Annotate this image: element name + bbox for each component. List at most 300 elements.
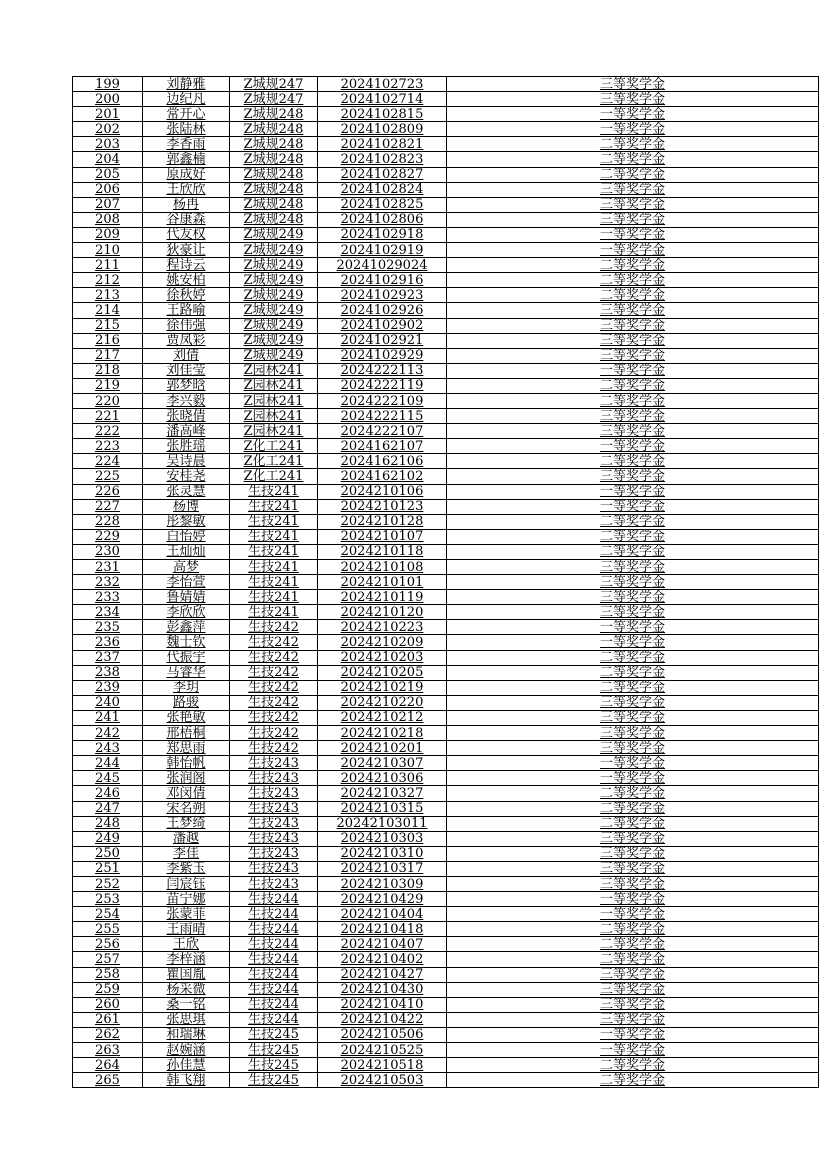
student-name-text: 徐伟强 bbox=[166, 318, 206, 334]
class-cell bbox=[230, 363, 318, 378]
student-name-cell bbox=[143, 695, 230, 710]
student-name-text: 李玥 bbox=[172, 680, 199, 696]
table-row bbox=[73, 650, 819, 665]
student-name-cell bbox=[143, 801, 230, 816]
row-index-cell bbox=[73, 152, 143, 167]
table-row bbox=[73, 635, 819, 650]
class-cell bbox=[230, 982, 318, 997]
student-name-text: 杨采微 bbox=[166, 982, 206, 998]
student-name-text: 马睿华 bbox=[166, 665, 206, 681]
student-id-cell bbox=[318, 137, 447, 152]
student-id-cell bbox=[318, 243, 447, 258]
row-index-cell bbox=[73, 922, 143, 937]
student-name-text: 王路喻 bbox=[166, 302, 206, 318]
table-row bbox=[73, 152, 819, 167]
student-id-cell bbox=[318, 107, 447, 122]
class-cell bbox=[230, 167, 318, 182]
table-row bbox=[73, 227, 819, 242]
table-row bbox=[73, 258, 819, 273]
row-index-cell bbox=[73, 137, 143, 152]
student-id-text: 2024210218 bbox=[340, 725, 424, 741]
class-cell bbox=[230, 122, 318, 137]
row-index-text: 207 bbox=[95, 197, 120, 213]
student-name-cell bbox=[143, 1027, 230, 1042]
class-cell bbox=[230, 771, 318, 786]
row-index-text: 221 bbox=[95, 408, 120, 424]
row-index-cell bbox=[73, 952, 143, 967]
class-text: 生技243 bbox=[248, 861, 299, 877]
award-cell bbox=[447, 605, 819, 620]
student-name-text: 边纪凡 bbox=[166, 91, 206, 107]
row-index-text: 243 bbox=[95, 740, 120, 756]
student-name-text: 李兴毅 bbox=[166, 393, 206, 409]
student-id-cell bbox=[318, 318, 447, 333]
row-index-cell bbox=[73, 1043, 143, 1058]
student-id-cell bbox=[318, 499, 447, 514]
student-id-cell bbox=[318, 514, 447, 529]
table-row bbox=[73, 741, 819, 756]
student-id-cell bbox=[318, 680, 447, 695]
class-cell bbox=[230, 378, 318, 393]
row-index-text: 257 bbox=[95, 951, 120, 967]
row-index-text: 263 bbox=[95, 1042, 120, 1058]
award-text: 三等奖学金 bbox=[599, 846, 665, 862]
class-cell bbox=[230, 620, 318, 635]
class-text: 生技241 bbox=[248, 484, 299, 500]
student-name-text: 高梦 bbox=[172, 559, 199, 575]
row-index-cell bbox=[73, 620, 143, 635]
class-text: 生技241 bbox=[248, 514, 299, 530]
table-row bbox=[73, 454, 819, 469]
class-cell bbox=[230, 92, 318, 107]
student-id-text: 2024210108 bbox=[340, 559, 424, 575]
class-text: 生技243 bbox=[248, 831, 299, 847]
row-index-text: 226 bbox=[95, 484, 120, 500]
student-id-text: 2024210317 bbox=[340, 861, 424, 877]
award-text: 三等奖学金 bbox=[599, 423, 665, 439]
student-name-cell bbox=[143, 952, 230, 967]
row-index-cell bbox=[73, 197, 143, 212]
class-text: Z城规247 bbox=[243, 91, 304, 107]
class-cell bbox=[230, 1058, 318, 1073]
student-id-cell bbox=[318, 590, 447, 605]
student-name-cell bbox=[143, 152, 230, 167]
student-id-text: 2024210106 bbox=[340, 484, 424, 500]
student-id-cell bbox=[318, 454, 447, 469]
row-index-text: 260 bbox=[95, 997, 120, 1013]
table-row bbox=[73, 801, 819, 816]
student-id-text: 2024210315 bbox=[340, 801, 424, 817]
student-name-cell bbox=[143, 756, 230, 771]
student-id-text: 2024102821 bbox=[340, 136, 424, 152]
class-cell bbox=[230, 243, 318, 258]
student-id-text: 2024210303 bbox=[340, 831, 424, 847]
student-name-text: 程诗云 bbox=[166, 257, 206, 273]
table-row bbox=[73, 937, 819, 952]
award-text: 三等奖学金 bbox=[599, 589, 665, 605]
row-index-text: 223 bbox=[95, 438, 120, 454]
student-name-cell bbox=[143, 424, 230, 439]
table-row bbox=[73, 695, 819, 710]
student-id-text: 2024210107 bbox=[340, 529, 424, 545]
table-row bbox=[73, 318, 819, 333]
row-index-text: 230 bbox=[95, 544, 120, 560]
table-row bbox=[73, 605, 819, 620]
table-row bbox=[73, 922, 819, 937]
student-id-cell bbox=[318, 575, 447, 590]
student-id-cell bbox=[318, 1027, 447, 1042]
student-name-text: 狄豪让 bbox=[166, 242, 206, 258]
row-index-cell bbox=[73, 318, 143, 333]
award-cell bbox=[447, 152, 819, 167]
class-cell bbox=[230, 635, 318, 650]
class-cell bbox=[230, 695, 318, 710]
award-text: 一等奖学金 bbox=[599, 438, 665, 454]
row-index-text: 204 bbox=[95, 152, 120, 168]
student-id-cell bbox=[318, 212, 447, 227]
student-id-text: 2024210429 bbox=[340, 891, 424, 907]
student-id-text: 2024222107 bbox=[340, 423, 424, 439]
student-id-cell bbox=[318, 303, 447, 318]
student-name-cell bbox=[143, 544, 230, 559]
award-text: 三等奖学金 bbox=[599, 574, 665, 590]
student-name-text: 刘静雅 bbox=[166, 76, 206, 92]
row-index-text: 250 bbox=[95, 846, 120, 862]
row-index-text: 251 bbox=[95, 861, 120, 877]
student-id-text: 2024222113 bbox=[340, 363, 424, 379]
student-name-text: 邓闵倩 bbox=[166, 785, 206, 801]
award-text: 一等奖学金 bbox=[599, 1042, 665, 1058]
award-cell bbox=[447, 1058, 819, 1073]
student-id-text: 2024102926 bbox=[340, 302, 424, 318]
class-text: 生技243 bbox=[248, 816, 299, 832]
class-cell bbox=[230, 831, 318, 846]
class-cell bbox=[230, 892, 318, 907]
student-name-text: 韩怡帆 bbox=[166, 755, 206, 771]
row-index-cell bbox=[73, 771, 143, 786]
award-text: 二等奖学金 bbox=[599, 1057, 665, 1073]
row-index-cell bbox=[73, 409, 143, 424]
row-index-cell bbox=[73, 831, 143, 846]
student-id-cell bbox=[318, 635, 447, 650]
class-text: 生技245 bbox=[248, 1072, 299, 1088]
student-name-cell bbox=[143, 831, 230, 846]
student-name-text: 张胜瑶 bbox=[166, 438, 206, 454]
student-name-text: 桑一铭 bbox=[166, 997, 206, 1013]
student-name-cell bbox=[143, 816, 230, 831]
class-text: 生技241 bbox=[248, 529, 299, 545]
student-name-text: 张艳敏 bbox=[166, 710, 206, 726]
class-cell bbox=[230, 454, 318, 469]
row-index-text: 222 bbox=[95, 423, 120, 439]
row-index-text: 240 bbox=[95, 695, 120, 711]
student-id-text: 2024162107 bbox=[340, 438, 424, 454]
student-id-cell bbox=[318, 861, 447, 876]
table-row bbox=[73, 1027, 819, 1042]
student-name-text: 张润阁 bbox=[166, 770, 206, 786]
row-index-cell bbox=[73, 514, 143, 529]
class-text: Z园林241 bbox=[243, 408, 304, 424]
row-index-cell bbox=[73, 393, 143, 408]
class-cell bbox=[230, 575, 318, 590]
student-id-cell bbox=[318, 258, 447, 273]
class-cell bbox=[230, 227, 318, 242]
class-text: 生技242 bbox=[248, 725, 299, 741]
student-name-text: 苗宁娜 bbox=[166, 891, 206, 907]
student-name-cell bbox=[143, 1043, 230, 1058]
row-index-text: 239 bbox=[95, 680, 120, 696]
row-index-text: 209 bbox=[95, 227, 120, 243]
student-name-cell bbox=[143, 318, 230, 333]
award-cell bbox=[447, 514, 819, 529]
award-cell bbox=[447, 907, 819, 922]
row-index-text: 261 bbox=[95, 1012, 120, 1028]
student-name-text: 郑思雨 bbox=[166, 740, 206, 756]
student-name-text: 瞿国胤 bbox=[166, 967, 206, 983]
student-id-cell bbox=[318, 801, 447, 816]
award-text: 二等奖学金 bbox=[599, 801, 665, 817]
award-text: 二等奖学金 bbox=[599, 393, 665, 409]
award-text: 三等奖学金 bbox=[599, 91, 665, 107]
class-cell bbox=[230, 303, 318, 318]
award-text: 三等奖学金 bbox=[599, 348, 665, 364]
class-cell bbox=[230, 544, 318, 559]
award-text: 一等奖学金 bbox=[599, 1027, 665, 1043]
award-cell bbox=[447, 831, 819, 846]
student-id-cell bbox=[318, 167, 447, 182]
student-name-cell bbox=[143, 469, 230, 484]
student-name-text: 路骏 bbox=[172, 695, 199, 711]
award-text: 三等奖学金 bbox=[599, 302, 665, 318]
student-id-text: 2024102806 bbox=[340, 212, 424, 228]
class-text: Z化工241 bbox=[243, 453, 304, 469]
student-name-cell bbox=[143, 363, 230, 378]
student-id-cell bbox=[318, 1043, 447, 1058]
award-text: 三等奖学金 bbox=[599, 182, 665, 198]
student-id-cell bbox=[318, 907, 447, 922]
row-index-cell bbox=[73, 1027, 143, 1042]
class-text: Z城规248 bbox=[243, 182, 304, 198]
row-index-text: 255 bbox=[95, 921, 120, 937]
student-name-text: 李紫玉 bbox=[166, 861, 206, 877]
table-row bbox=[73, 273, 819, 288]
table-row bbox=[73, 710, 819, 725]
student-id-cell bbox=[318, 741, 447, 756]
student-name-text: 李欣欣 bbox=[166, 604, 206, 620]
row-index-text: 256 bbox=[95, 936, 120, 952]
class-text: 生技242 bbox=[248, 740, 299, 756]
row-index-cell bbox=[73, 182, 143, 197]
award-cell bbox=[447, 182, 819, 197]
class-text: 生技243 bbox=[248, 876, 299, 892]
student-id-cell bbox=[318, 756, 447, 771]
student-id-cell bbox=[318, 876, 447, 891]
student-id-text: 2024102714 bbox=[340, 91, 424, 107]
student-id-text: 2024210422 bbox=[340, 1012, 424, 1028]
student-name-text: 贾凤彩 bbox=[166, 333, 206, 349]
award-cell bbox=[447, 167, 819, 182]
class-text: 生技242 bbox=[248, 619, 299, 635]
row-index-cell bbox=[73, 892, 143, 907]
table-row bbox=[73, 107, 819, 122]
student-name-cell bbox=[143, 167, 230, 182]
award-cell bbox=[447, 680, 819, 695]
row-index-cell bbox=[73, 167, 143, 182]
row-index-cell bbox=[73, 665, 143, 680]
award-text: 三等奖学金 bbox=[599, 740, 665, 756]
student-id-cell bbox=[318, 952, 447, 967]
student-id-cell bbox=[318, 393, 447, 408]
table-row bbox=[73, 363, 819, 378]
student-name-cell bbox=[143, 876, 230, 891]
award-cell bbox=[447, 650, 819, 665]
award-text: 二等奖学金 bbox=[599, 378, 665, 394]
row-index-text: 201 bbox=[95, 106, 120, 122]
award-cell bbox=[447, 982, 819, 997]
award-text: 一等奖学金 bbox=[599, 770, 665, 786]
student-id-cell bbox=[318, 152, 447, 167]
student-name-cell bbox=[143, 77, 230, 92]
class-text: Z化工241 bbox=[243, 438, 304, 454]
class-cell bbox=[230, 137, 318, 152]
class-cell bbox=[230, 197, 318, 212]
class-cell bbox=[230, 424, 318, 439]
award-cell bbox=[447, 197, 819, 212]
table-row bbox=[73, 529, 819, 544]
table-row bbox=[73, 967, 819, 982]
table-row bbox=[73, 514, 819, 529]
award-cell bbox=[447, 544, 819, 559]
student-name-cell bbox=[143, 529, 230, 544]
row-index-cell bbox=[73, 484, 143, 499]
student-name-text: 和瑞琳 bbox=[166, 1027, 206, 1043]
student-id-text: 2024210518 bbox=[340, 1057, 424, 1073]
class-cell bbox=[230, 710, 318, 725]
student-name-cell bbox=[143, 892, 230, 907]
class-cell bbox=[230, 1043, 318, 1058]
class-cell bbox=[230, 514, 318, 529]
student-id-cell bbox=[318, 227, 447, 242]
class-text: 生技242 bbox=[248, 710, 299, 726]
class-text: 生技243 bbox=[248, 846, 299, 862]
student-id-text: 2024210128 bbox=[340, 514, 424, 530]
table-row bbox=[73, 424, 819, 439]
award-cell bbox=[447, 861, 819, 876]
student-id-text: 2024162106 bbox=[340, 453, 424, 469]
row-index-text: 244 bbox=[95, 755, 120, 771]
student-id-text: 2024210402 bbox=[340, 951, 424, 967]
student-name-text: 彭鑫萍 bbox=[166, 619, 206, 635]
award-text: 三等奖学金 bbox=[599, 967, 665, 983]
table-row bbox=[73, 439, 819, 454]
student-name-text: 张晓倩 bbox=[166, 408, 206, 424]
class-text: 生技244 bbox=[248, 906, 299, 922]
student-id-text: 2024210525 bbox=[340, 1042, 424, 1058]
student-name-text: 安桂尧 bbox=[166, 468, 206, 484]
student-name-text: 谷康森 bbox=[166, 212, 206, 228]
table-row bbox=[73, 288, 819, 303]
class-text: Z城规249 bbox=[243, 333, 304, 349]
table-row bbox=[73, 982, 819, 997]
class-cell bbox=[230, 393, 318, 408]
table-row bbox=[73, 469, 819, 484]
class-text: 生技242 bbox=[248, 695, 299, 711]
award-cell bbox=[447, 635, 819, 650]
student-id-cell bbox=[318, 560, 447, 575]
row-index-cell bbox=[73, 967, 143, 982]
class-text: 生技241 bbox=[248, 559, 299, 575]
award-text: 二等奖学金 bbox=[599, 680, 665, 696]
award-text: 三等奖学金 bbox=[599, 318, 665, 334]
table-row bbox=[73, 409, 819, 424]
class-text: 生技241 bbox=[248, 544, 299, 560]
student-id-cell bbox=[318, 1073, 447, 1088]
student-id-cell bbox=[318, 967, 447, 982]
student-id-text: 2024102919 bbox=[340, 242, 424, 258]
student-name-cell bbox=[143, 575, 230, 590]
student-name-text: 郭梦晗 bbox=[166, 378, 206, 394]
student-id-text: 2024210119 bbox=[340, 589, 424, 605]
row-index-cell bbox=[73, 575, 143, 590]
award-text: 二等奖学金 bbox=[599, 544, 665, 560]
award-cell bbox=[447, 77, 819, 92]
table-row bbox=[73, 907, 819, 922]
row-index-text: 238 bbox=[95, 665, 120, 681]
class-text: Z城规248 bbox=[243, 167, 304, 183]
student-id-cell bbox=[318, 816, 447, 831]
row-index-cell bbox=[73, 303, 143, 318]
class-text: 生技244 bbox=[248, 967, 299, 983]
award-cell bbox=[447, 288, 819, 303]
row-index-text: 211 bbox=[95, 257, 120, 273]
award-cell bbox=[447, 695, 819, 710]
class-cell bbox=[230, 786, 318, 801]
table-row bbox=[73, 348, 819, 363]
table-row bbox=[73, 499, 819, 514]
student-id-cell bbox=[318, 1012, 447, 1027]
table-row bbox=[73, 680, 819, 695]
award-text: 三等奖学金 bbox=[599, 876, 665, 892]
student-id-text: 2024210209 bbox=[340, 635, 424, 651]
row-index-cell bbox=[73, 907, 143, 922]
student-name-cell bbox=[143, 1058, 230, 1073]
table-row bbox=[73, 816, 819, 831]
student-id-text: 2024102827 bbox=[340, 167, 424, 183]
class-cell bbox=[230, 333, 318, 348]
class-cell bbox=[230, 756, 318, 771]
student-name-text: 李佳 bbox=[172, 846, 199, 862]
row-index-cell bbox=[73, 710, 143, 725]
row-index-text: 203 bbox=[95, 136, 120, 152]
student-id-text: 2024210503 bbox=[340, 1072, 424, 1088]
student-id-text: 2024102923 bbox=[340, 287, 424, 303]
student-name-cell bbox=[143, 378, 230, 393]
award-text: 二等奖学金 bbox=[599, 921, 665, 937]
class-text: 生技241 bbox=[248, 604, 299, 620]
table-row bbox=[73, 726, 819, 741]
student-name-text: 刘倩 bbox=[172, 348, 199, 364]
award-text: 三等奖学金 bbox=[599, 831, 665, 847]
table-row bbox=[73, 393, 819, 408]
award-text: 三等奖学金 bbox=[599, 333, 665, 349]
student-name-cell bbox=[143, 258, 230, 273]
row-index-text: 212 bbox=[95, 272, 120, 288]
row-index-text: 227 bbox=[95, 499, 120, 515]
class-text: Z城规249 bbox=[243, 227, 304, 243]
table-row bbox=[73, 137, 819, 152]
award-text: 二等奖学金 bbox=[599, 152, 665, 168]
table-row bbox=[73, 756, 819, 771]
